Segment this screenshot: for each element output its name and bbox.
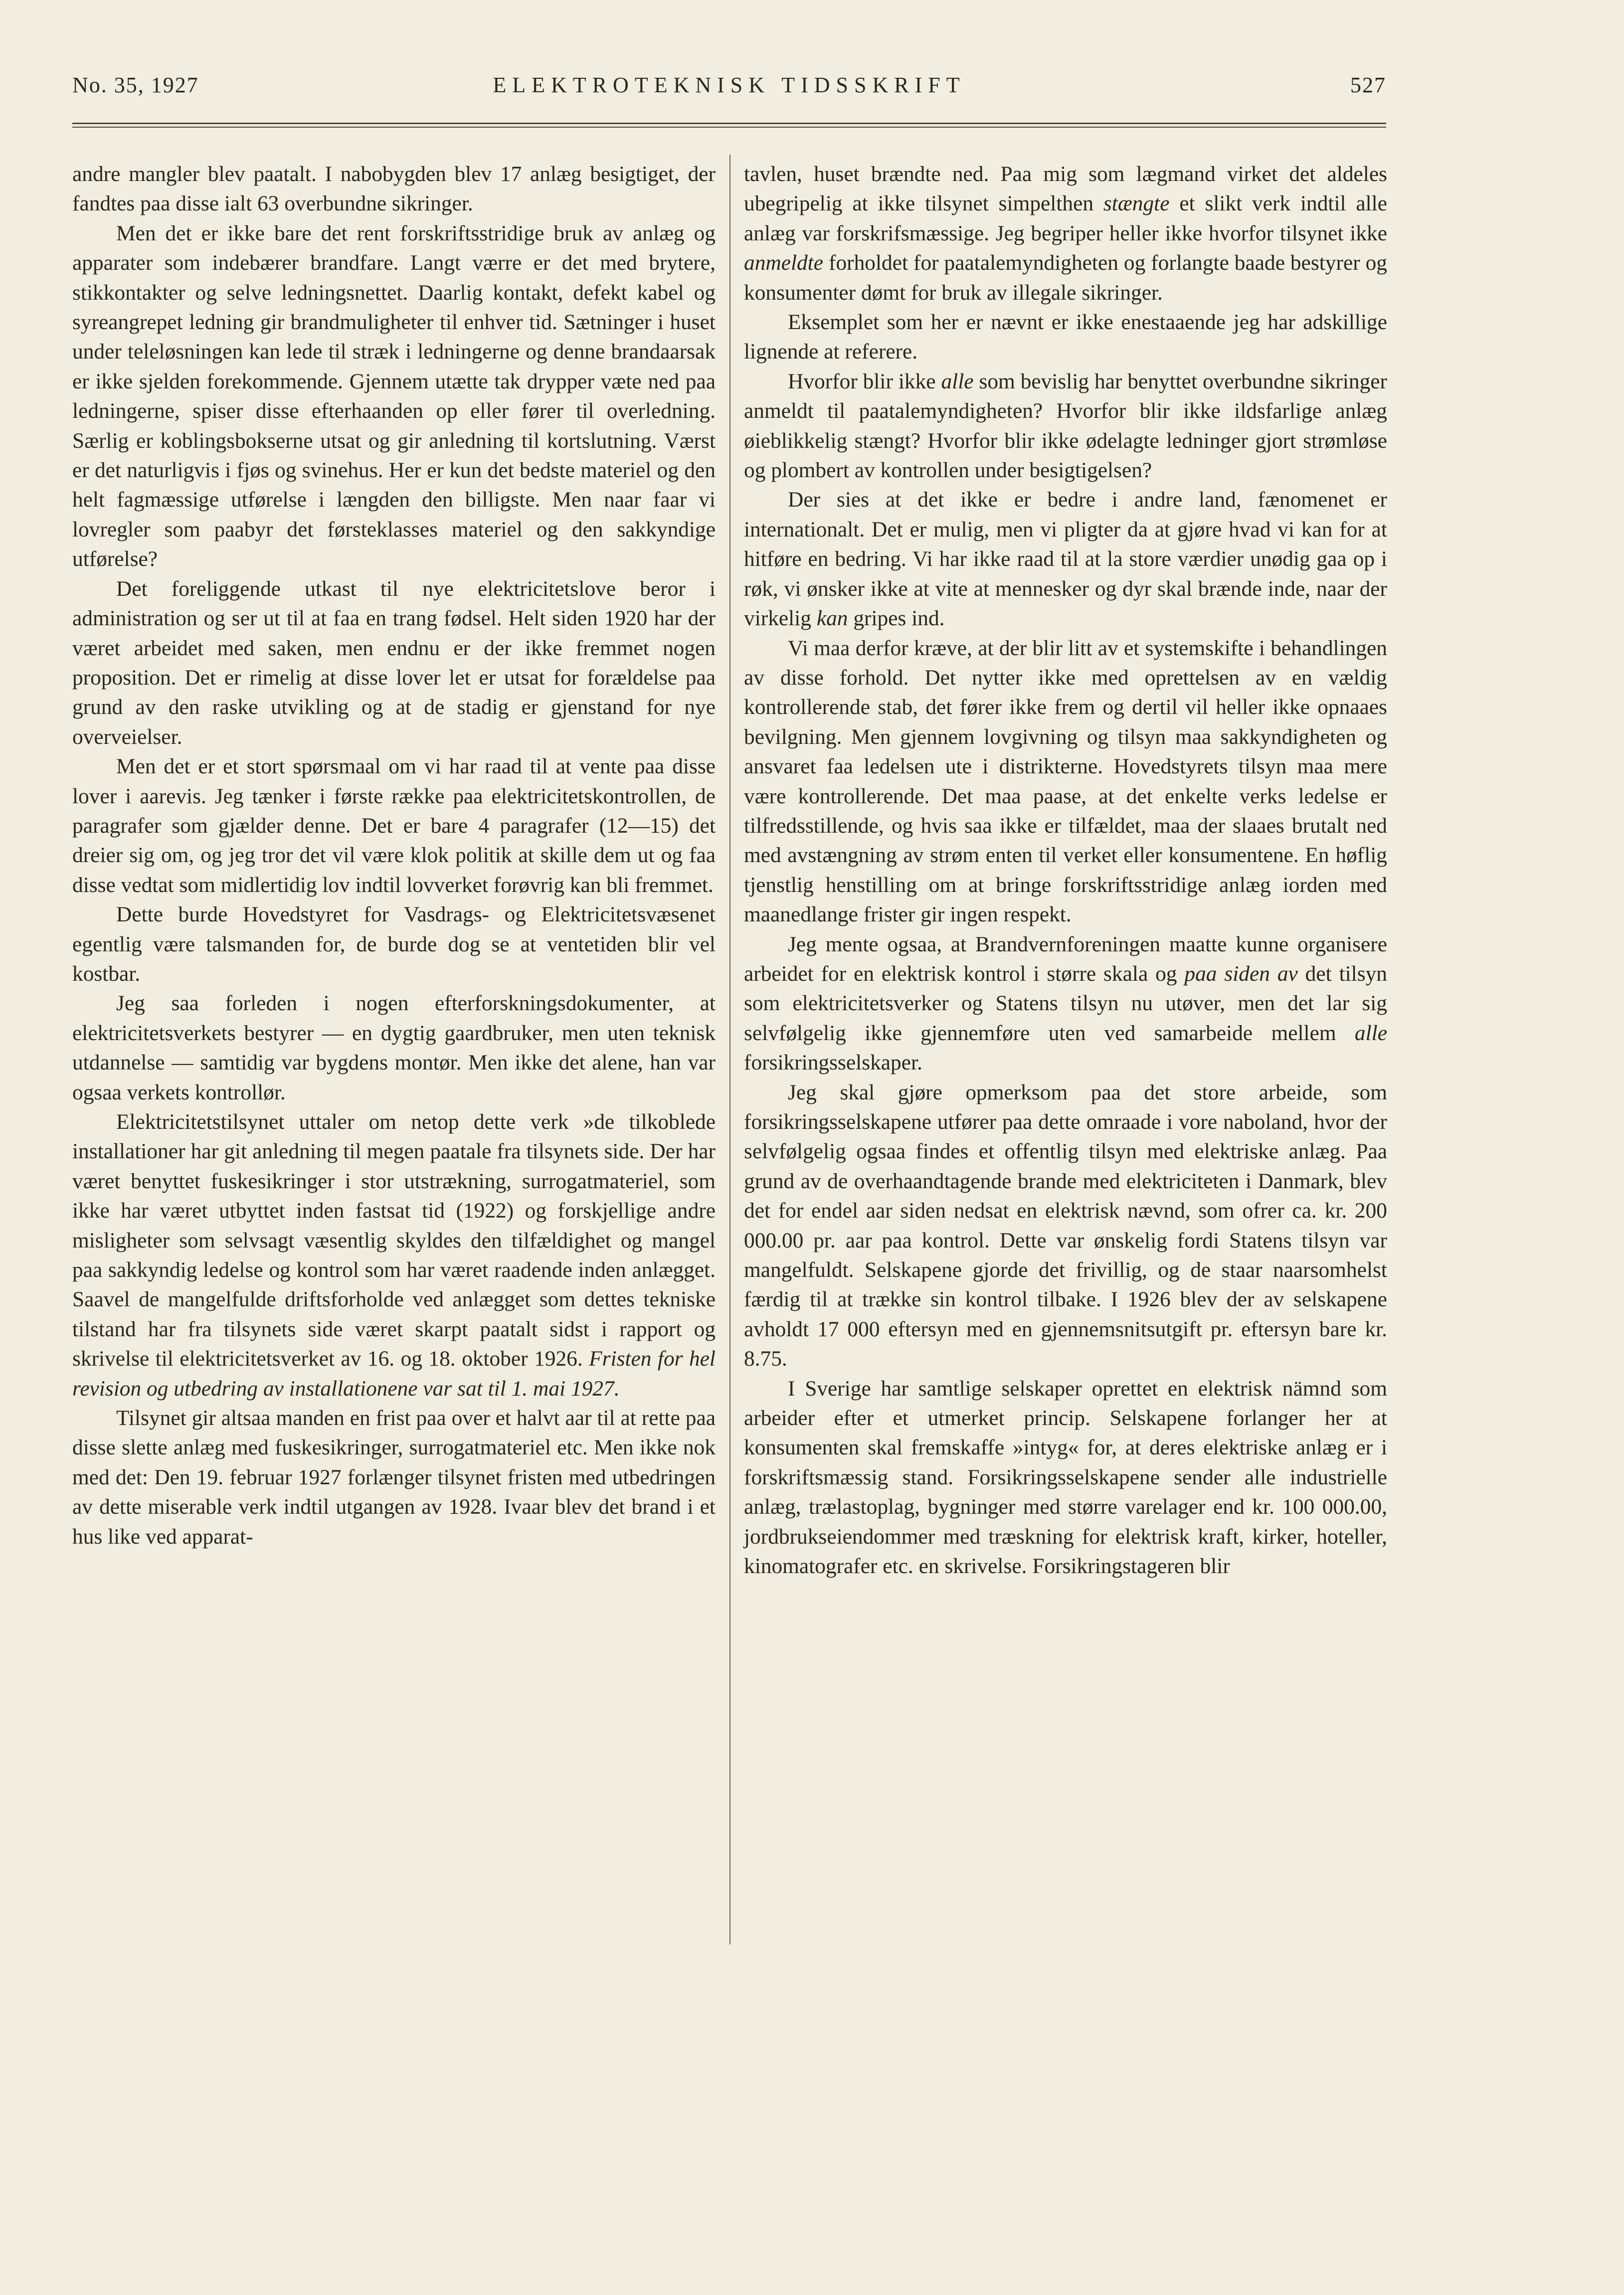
text-run: gripes ind. <box>853 606 945 631</box>
paragraph: Men det er et stort spørsmaal om vi har raad til at vente paa disse lover i aarevis. Jeg tænker i første række paa elektricitetskontrollen, de paragrafer som gjælder denne. Det er bare 4 paragrafer (12—15) det dreier sig om, og jeg tror det vil være klok politik at skille dem ut og faa disse vedtat som midlertidig lov indtil lovverket forøvrig kan bli fremmet. <box>72 754 716 897</box>
running-header <box>72 72 1386 107</box>
italic-run: paa siden av <box>1184 961 1298 986</box>
paragraph: Dette burde Hovedstyret for Vasdrags- og Elektricitetsvæsenet egentlig være talsmanden for, de burde dog se at ventetiden blir vel kostbar. <box>72 902 716 986</box>
right-column <box>744 160 1387 1582</box>
italic-run: alle <box>941 369 974 393</box>
text-run: Hvorfor blir ikke <box>788 369 936 393</box>
italic-run: kan <box>816 606 848 631</box>
paragraph: Eksemplet som her er nævnt er ikke enestaaende jeg har adskillige lignende at referere. <box>744 310 1387 364</box>
text-run: Elektricitetstilsynet uttaler om netop dette verk »de tilkoblede installationer har git anledning til megen paatale fra tilsynets side. Der har været benyttet fuskesikringer i stor utstrækning, surrogatmateriel, som ikke har været utbyttet inden fastsat tid (1922) og forskjellige andre misligheter som selvsagt væsentlig skyldes den tilfældighet og mangel paa sakkyndig ledelse og kontrol som har været raadende inden anlægget. Saavel de mangelfulde driftsforholde ved anlægget som dettes tekniske tilstand har fra tilsynets side været skarpt paatalt sidst i rapport og skrivelse til elektricitetsverket av 16. og 18. oktober 1926. <box>72 1110 716 1371</box>
left-column <box>72 160 716 1552</box>
paragraph <box>744 160 1387 308</box>
page-number: 527 <box>1350 73 1386 97</box>
text-run: et slikt verk indtil alle anlæg var forskrifsmæssige. Jeg begriper heller ikke hvorfor tilsynet ikke <box>744 191 1388 245</box>
paragraph <box>744 485 1387 633</box>
text-run: tavlen, huset brændte ned. Paa mig som lægmand virket det aldeles ubegripelig at ikke tilsynet simpelthen <box>744 162 1387 216</box>
paragraph: Vi maa derfor kræve, at der blir litt av et systemskifte i behandlingen av disse forhold. Det nytter ikke med oprettelsen av en vældig kontrollerende stab, det fører ikke frem og dertil vil heller ikke opnaaes bevilgning. Men gjennem lovgivning og tilsyn maa sakkyndigheten og ansvaret faa ledelsen ute i distrikterne. Hovedstyrets tilsyn maa mere være kontrollerende. Det maa paase, at det enkelte verks ledelse er tilfredsstillende, og hvis saa ikke er tilfældet, maa der slaaes brutalt ned med avstængning av strøm enten til verket eller konsumentene. En høflig tjenstlig henstilling om at bringe forskriftsstridige anlæg iorden med maanedlange frister gir ingen respekt. <box>744 636 1387 927</box>
paragraph: Jeg saa forleden i nogen efterforskningsdokumenter, at elektricitetsverkets bestyrer — en dygtig gaardbruker, men uten teknisk utdannelse — samtidig var bygdens montør. Men ikke det alene, han var ogsaa verkets kontrollør. <box>72 991 716 1104</box>
italic-run: anmeldte <box>744 251 824 275</box>
text-run: det tilsyn som elektricitetsverker og Statens tilsyn nu utøver, men det lar sig selvfølgelig ikke gjennemføre uten ved samarbeide mellem <box>744 961 1388 1045</box>
paragraph: andre mangler blev paatalt. I nabobygden blev 17 anlæg besigtiget, der fandtes paa disse ialt 63 overbundne sikringer. <box>72 162 716 216</box>
header-rule <box>72 123 1386 128</box>
paragraph: Tilsynet gir altsaa manden en frist paa over et halvt aar til at rette paa disse slette anlæg med fuskesikringer, surrogatmateriel etc. Men ikke nok med det: Den 19. februar 1927 forlænger tilsynet fristen med utbedringen av dette miserable verk indtil utgangen av 1928. Ivaar blev det brand i et hus like ved apparat- <box>72 1406 716 1549</box>
paragraph: Men det er ikke bare det rent forskriftsstridige bruk av anlæg og apparater som indebærer brandfare. Langt værre er det med brytere, stikkontakter og selve ledningsnettet. Daarlig kontakt, defekt kabel og syreangrepet ledning gir brandmuligheter til enhver tid. Sætninger i huset under teleløsningen kan lede til stræk i ledningerne og denne brandaarsak er ikke sjelden forekommende. Gjennem utætte tak drypper væte ned paa ledningerne, spiser disse efterhaanden op eller fører til overledning. Særlig er koblingsbokserne utsat og gir anledning til kortslutning. Værst er det naturligvis i fjøs og svinehus. Her er kun det bedste materiel og den helt fagmæssige utførelse i længden den billigste. Men naar faar vi lovregler som paabyr det førsteklasses materiel og den sakkyndige utførelse? <box>72 221 716 571</box>
paragraph <box>744 930 1387 1078</box>
italic-run: alle <box>1354 1021 1387 1045</box>
paragraph: I Sverige har samtlige selskaper oprettet en elektrisk nämnd som arbeider efter et utmerket princip. Selskapene forlanger her at konsumenten skal fremskaffe »intyg« for, at deres elektriske anlæg er i forskriftsmæssig stand. Forsikringsselskapene sender alle industrielle anlæg, trælastoplag, bygninger med større varelager end kr. 100 000.00, jordbrukseiendommer med træskning for elektrisk kraft, kirker, hoteller, kinomatografer etc. en skrivelse. Forsikringstageren blir <box>744 1376 1387 1579</box>
text-run: Jeg mente ogsaa, at Brandvernforeningen maatte kunne organisere arbeidet for en elektrisk kontrol i større skala og <box>744 932 1387 986</box>
column-divider <box>729 155 730 1944</box>
italic-run: stængte <box>1103 191 1170 216</box>
paragraph: Jeg skal gjøre opmerksom paa det store arbeide, som forsikringsselskapene utfører paa dette omraade i vore naboland, hvor der selvfølgelig ogsaa findes et offentlig tilsyn med elektriske anlæg. Paa grund av de overhaandtagende brande med elektriciteten i Danmark, blev det for endel aar siden nedsat en elektrisk nævnd, som ofrer ca. kr. 200 000.00 pr. aar paa kontrol. Dette var ønskelig fordi Statens tilsyn var mangelfuldt. Selskapene gjorde det frivillig, og de staar naarsomhelst færdig til at trække sin kontrol tilbake. I 1926 blev der av selskapene avholdt 17 000 eftersyn med en gjennemsnitsutgift pr. eftersyn bare kr. 8.75. <box>744 1080 1387 1371</box>
paragraph: Det foreliggende utkast til nye elektricitetslove beror i administration og ser ut til at faa en trang fødsel. Helt siden 1920 har der været arbeidet med saken, men endnu er der ikke fremmet nogen proposition. Det er rimelig at disse lover let er utsat for forældelse paa grund av den raske utvikling og at de stadig er gjenstand for nye overveielser. <box>72 576 716 749</box>
text-run: Der sies at det ikke er bedre i andre land, fænomenet er internationalt. Det er mulig, men vi pligter da at gjøre hvad vi kan for at hitføre en bedring. Vi har ikke raad til at la store værdier unødig gaa op i røk, vi ønsker ikke at vite at mennesker og dyr skal brænde inde, naar der virkelig <box>744 488 1387 631</box>
paragraph <box>72 1107 716 1404</box>
paragraph <box>744 367 1387 486</box>
text-run: som bevislig har benyttet overbundne sikringer anmeldt til paatalemyndigheten? Hvorfor blir ikke ildsfarlige anlæg øieblikkelig stængt? Hvorfor blir ikke ødelagte ledninger gjort strømløse og plombert av kontrollen under besigtigelsen? <box>744 369 1387 483</box>
text-run: forsikringsselskaper. <box>744 1051 922 1075</box>
journal-title: ELEKTROTEKNISK TIDSSKRIFT <box>493 73 966 97</box>
italic-run: Fristen for hel revision og utbedring av installationene var sat til 1. mai 1927. <box>72 1347 716 1401</box>
issue-number: No. 35, 1927 <box>72 73 199 97</box>
text-run: forholdet for paatalemyndigheten og forlangte baade bestyrer og konsumenter dømt for bruk av illegale sikringer. <box>744 251 1387 305</box>
